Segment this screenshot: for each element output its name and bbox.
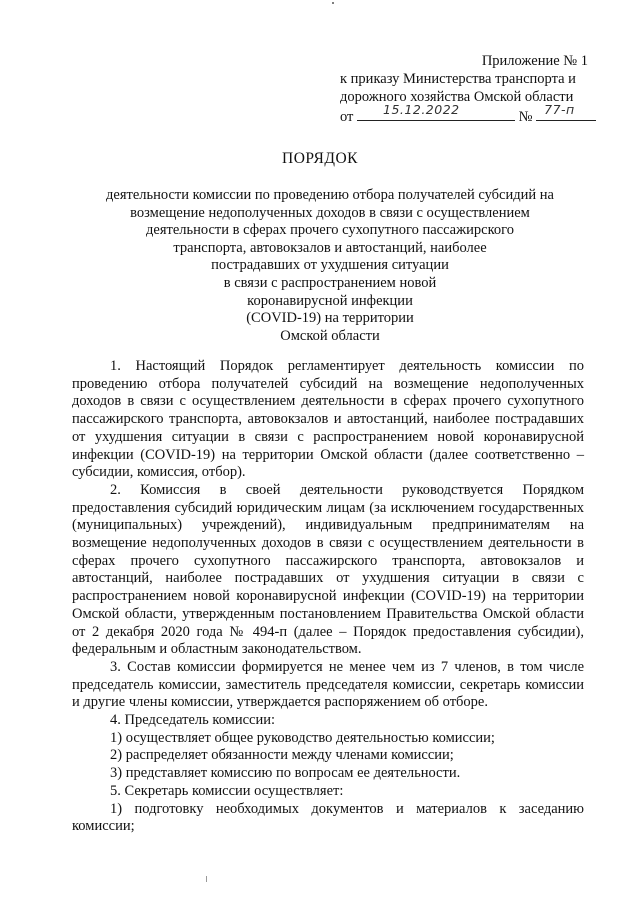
subtitle-line: (COVID-19) на территории <box>246 310 414 327</box>
subtitle-line: коронавирусной инфекции <box>247 292 413 309</box>
document-title: ПОРЯДОК <box>282 150 358 167</box>
scan-speck <box>332 2 334 4</box>
subtitle-line: пострадавших от ухудшения ситуации <box>211 257 449 274</box>
subtitle-line: возмещение недополученных доходов в связи с осуществлением <box>130 204 530 221</box>
subtitle-line: транспорта, автовокзалов и автостанций, наиболее <box>173 239 487 256</box>
subtitle-line: Омской области <box>280 327 380 344</box>
paragraph-3: 3. Состав комиссии формируется не менее чем из 7 членов, в том числе председатель комиссии, заместитель председателя комиссии, секретарь комиссии и другие члены комиссии, утверждается распоряжением об отборе. <box>72 658 584 711</box>
number-blank <box>536 102 596 121</box>
paragraph-4-item-1: 1) осуществляет общее руководство деятельностью комиссии; <box>110 729 495 746</box>
document-body <box>72 358 584 836</box>
paragraph-1: 1. Настоящий Порядок регламентирует деятельность комиссии по проведению отбора получателей субсидий на возмещение недополученных доходов в связи с осуществлением деятельности в сферах прочего сухопутного пассажирского транспорта, автовокзалов и автостанций, наиболее пострадавших от ухудшения ситуации в связи с распространением новой коронавирусной инфекции (COVID-19) на территории Омской области (далее соответственно – субсидии, комиссия, отбор). <box>72 358 584 481</box>
paragraph-5: 5. Секретарь комиссии осуществляет: <box>110 782 344 799</box>
paragraph-4-item-2: 2) распределяет обязанности между членами комиссии; <box>110 747 454 764</box>
scan-speck <box>206 876 207 882</box>
paragraph-4-item-3: 3) представляет комиссию по вопросам ее деятельности. <box>110 765 461 782</box>
date-blank <box>357 102 515 121</box>
subtitle-line: деятельности в сферах прочего сухопутного пассажирского <box>146 222 514 239</box>
paragraph-2: 2. Комиссия в своей деятельности руководствуется Порядком предоставления субсидий юридическим лицам (за исключением государственных (муниципальных) учреждений), индивидуальным предпринимателям на возмещение недополученных доходов в связи с осуществлением деятельности в сферах прочего сухопутного пассажирского транспорта, автовокзалов и автостанций, наиболее пострадавших от ухудшения ситуации в связи с распространением новой коронавирусной инфекции (COVID-19) на территории Омской области, утвержденным постановлением Правительства Омской области от 2 декабря 2020 года № 494-п (далее – Порядок предоставления субсидии), федеральным и областным законодательством. <box>72 481 584 658</box>
appendix-label: Приложение № 1 <box>481 53 588 69</box>
paragraph-5-item-1: 1) подготовку необходимых документов и материалов к заседанию комиссии; <box>72 800 584 835</box>
handwritten-date: 15.12.2022 <box>383 102 460 117</box>
paragraph-4: 4. Председатель комиссии: <box>110 712 276 729</box>
number-label: № <box>518 109 533 125</box>
ministry-name-line: дорожного хозяйства Омской области <box>340 89 574 105</box>
document-subtitle <box>80 187 580 345</box>
order-reference-line: к приказу Министерства транспорта и <box>340 71 576 87</box>
from-label: от <box>340 109 354 125</box>
subtitle-line: деятельности комиссии по проведению отбора получателей субсидий на <box>106 187 554 203</box>
date-number-line <box>340 102 592 126</box>
approval-header <box>340 52 592 126</box>
subtitle-line: в связи с распространением новой <box>223 274 437 291</box>
handwritten-number: 77-п <box>544 102 575 117</box>
